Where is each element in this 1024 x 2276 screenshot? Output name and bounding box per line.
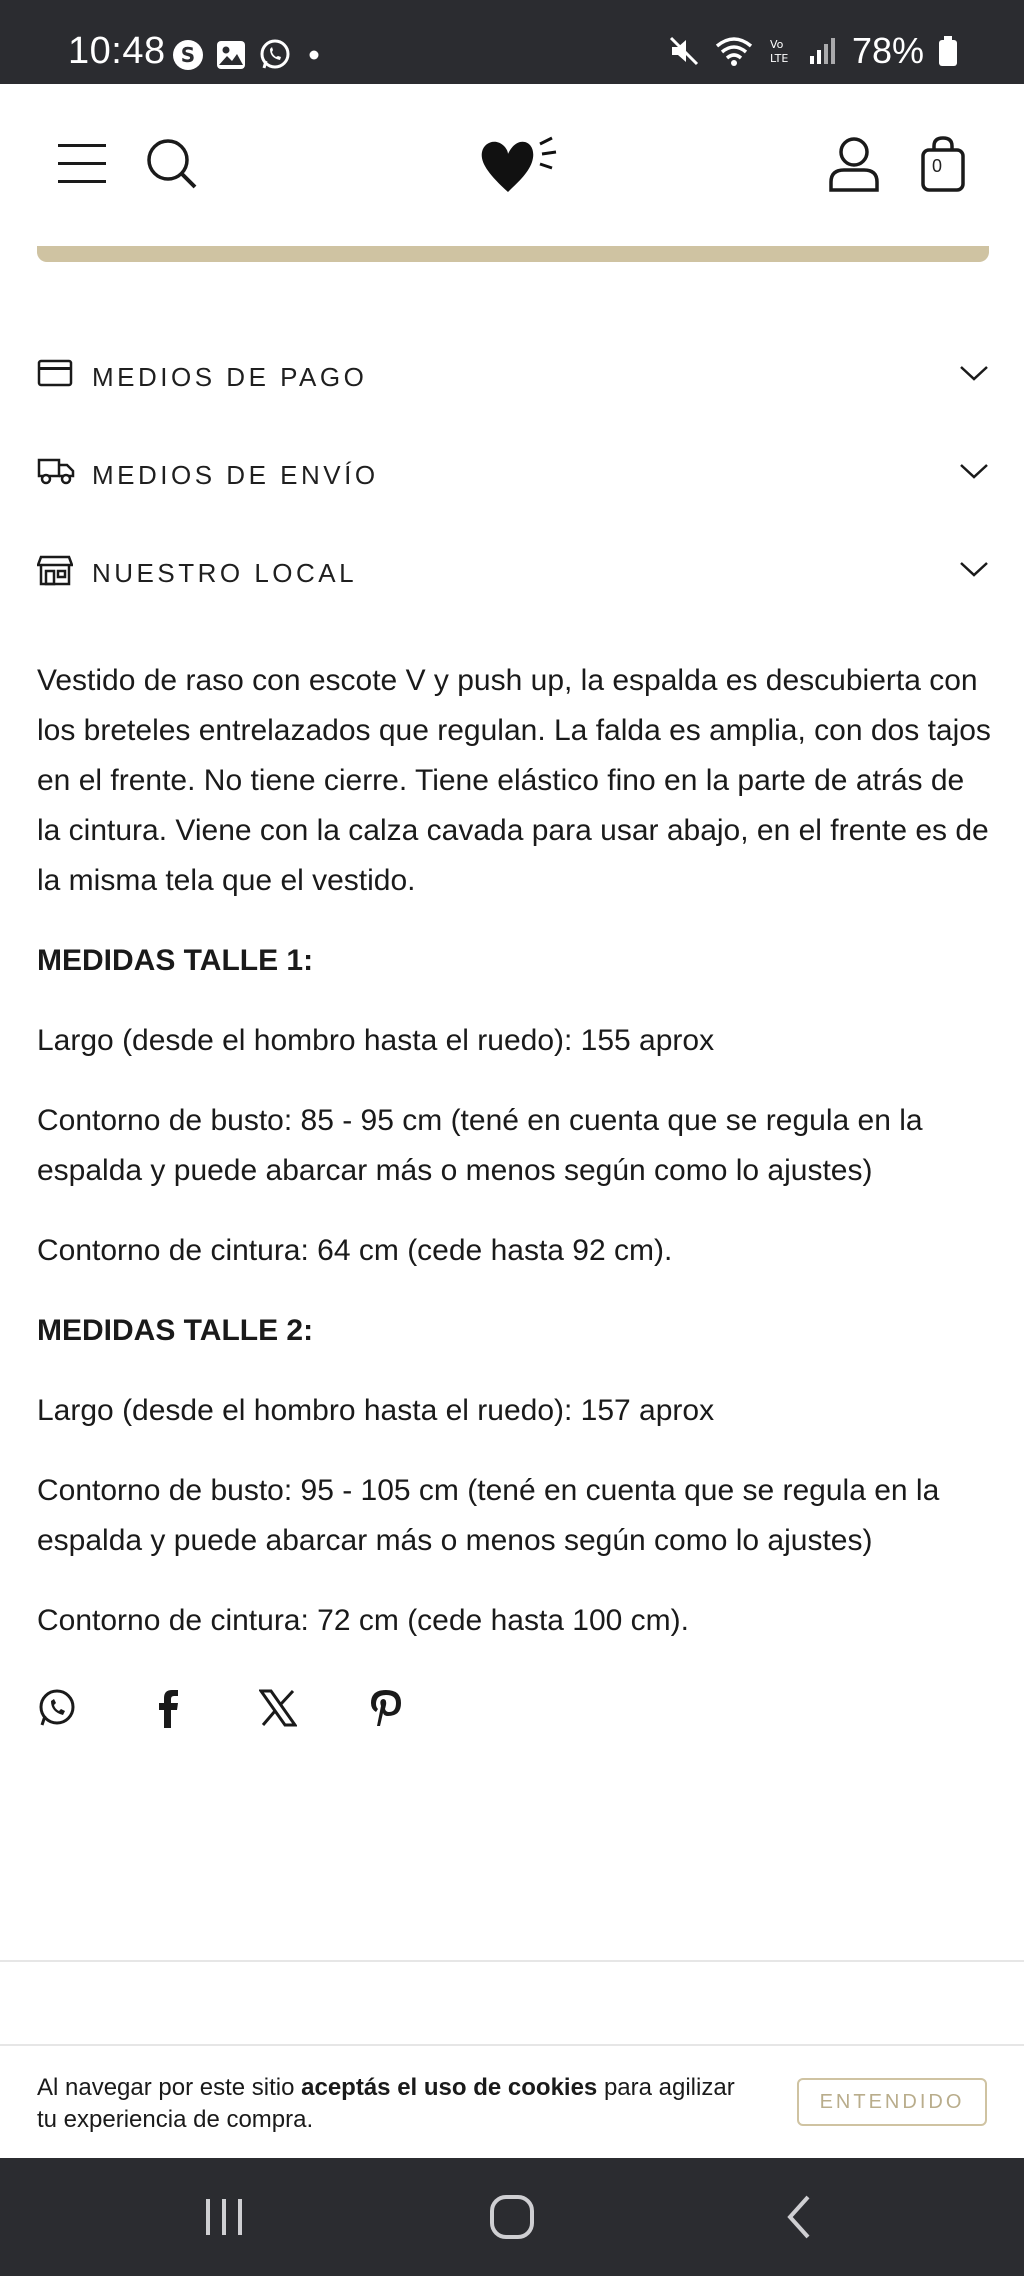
svg-text:S: S (180, 43, 196, 67)
site-header (0, 84, 1024, 244)
svg-text:Vo: Vo (769, 38, 784, 51)
chevron-down-icon[interactable] (959, 364, 989, 387)
x-share-icon[interactable] (259, 1689, 297, 1732)
accordion-nuestro-local[interactable] (37, 542, 989, 602)
search-icon[interactable] (146, 138, 198, 195)
credit-card-icon (37, 358, 73, 393)
battery-percent: 78% (851, 30, 924, 71)
status-time: 10:48 (68, 30, 166, 72)
talle-2-largo: Largo (desde el hombro hasta el ruedo): 157 aprox (37, 1394, 715, 1427)
accordion-label: NUESTRO LOCAL (92, 558, 358, 588)
volte-icon (768, 36, 794, 66)
status-bar (0, 0, 1024, 84)
product-description (37, 656, 992, 1676)
cookie-banner (0, 2044, 1024, 2158)
talle-2-busto: Contorno de busto: 95 - 105 cm (tené en cuenta que se regula en la espalda y puede abarcar más o menos según como lo ajustes) (37, 1474, 940, 1557)
footer-divider (0, 1960, 1024, 1962)
mute-icon (668, 35, 700, 67)
accordion-medios-de-envio[interactable] (37, 444, 989, 504)
accordion-label: MEDIOS DE ENVÍO (92, 460, 379, 490)
signal-icon (808, 36, 838, 66)
talle-1-heading: MEDIDAS TALLE 1: (37, 944, 314, 977)
add-to-cart-bar-edge[interactable] (37, 246, 989, 262)
accordion-medios-de-pago[interactable] (37, 346, 989, 406)
cookie-text-bold: aceptás el uso de cookies (301, 2074, 598, 2101)
whatsapp-share-icon[interactable] (37, 1688, 77, 1733)
store-icon (37, 554, 73, 591)
talle-1-busto: Contorno de busto: 85 - 95 cm (tené en cuenta que se regula en la espalda y puede abarcar más o menos según como lo ajustes) (37, 1104, 923, 1187)
chevron-down-icon[interactable] (959, 462, 989, 485)
cart-bag-icon[interactable] (920, 136, 966, 197)
talle-2-cintura: Contorno de cintura: 72 cm (cede hasta 100 cm). (37, 1604, 690, 1637)
home-icon[interactable] (480, 2158, 544, 2276)
menu-icon[interactable] (58, 142, 106, 191)
talle-1-cintura: Contorno de cintura: 64 cm (cede hasta 92 cm). (37, 1234, 673, 1267)
logo-heart[interactable] (478, 130, 562, 199)
cart-count: 0 (932, 156, 943, 176)
cookie-text-before: Al navegar por este sitio (37, 2074, 302, 2101)
share-links (37, 1688, 403, 1733)
recent-apps-icon[interactable] (192, 2158, 256, 2276)
back-icon[interactable] (766, 2158, 830, 2276)
whatsapp-icon (258, 38, 292, 77)
talle-2-heading: MEDIDAS TALLE 2: (37, 1314, 314, 1347)
pinterest-share-icon[interactable] (369, 1688, 403, 1733)
dot-icon (304, 45, 324, 70)
cookie-accept-button[interactable]: ENTENDIDO (797, 2078, 987, 2126)
talle-1-largo: Largo (desde el hombro hasta el ruedo): 155 aprox (37, 1024, 715, 1057)
accordion-label: MEDIOS DE PAGO (92, 362, 368, 392)
battery-icon (938, 35, 958, 67)
cookie-text-after: para agilizar tu experiencia de compra. (37, 2074, 735, 2133)
gallery-icon (216, 40, 246, 75)
android-nav-bar (0, 2158, 1024, 2276)
facebook-share-icon[interactable] (149, 1688, 187, 1733)
wifi-icon (714, 35, 754, 67)
account-icon[interactable] (828, 136, 880, 197)
samsung-pay-icon (172, 39, 204, 76)
chevron-down-icon[interactable] (959, 560, 989, 583)
description-intro: Vestido de raso con escote V y push up, la espalda es descubierta con los breteles entrelazados que regulan. La falda es amplia, con dos tajos en el frente. No tiene cierre. Tiene elástico fino en la parte de atrás de la cintura. Viene con la calza cavada para usar abajo, en el frente es de la misma tela que el vestido. (37, 664, 991, 897)
cookie-text (37, 2072, 737, 2136)
truck-icon (37, 456, 75, 491)
svg-text:LTE: LTE (769, 52, 789, 65)
status-right (668, 30, 958, 72)
status-left-icons (172, 38, 324, 77)
